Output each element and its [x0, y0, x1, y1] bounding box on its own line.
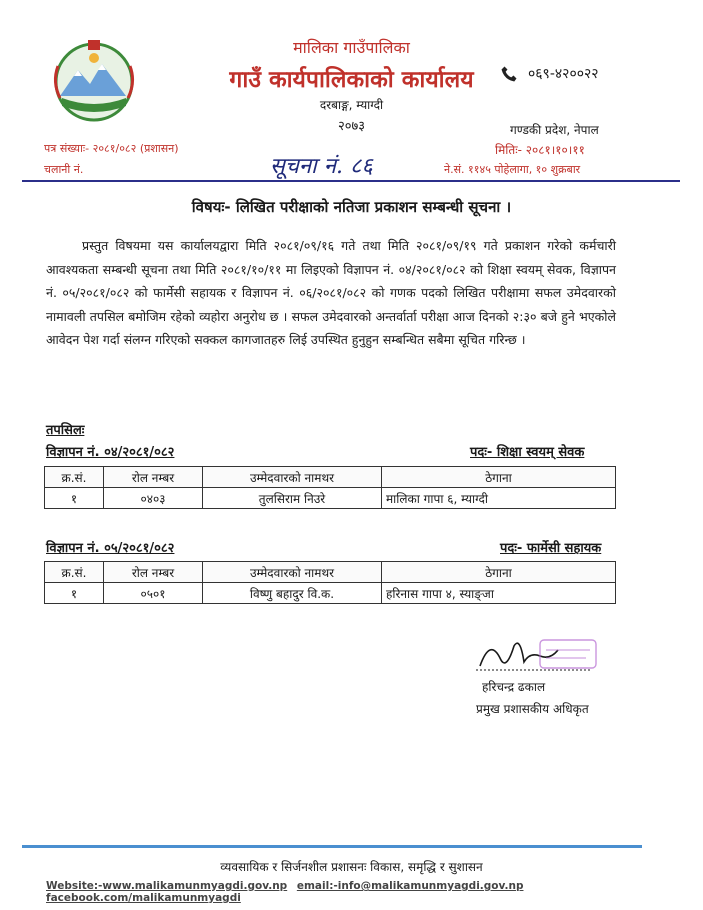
cell-address: हरिनास गापा ४, स्याङ्जा [382, 583, 616, 604]
col-address: ठेगाना [382, 467, 616, 488]
handwritten-reference: सूचना नं. ८६ [270, 154, 373, 179]
phone-number: ०६९-४२००२२ [528, 66, 599, 82]
website-link[interactable]: Website:-www.malikamunmyagdi.gov.np [46, 880, 288, 892]
post-name-1: पदः- शिक्षा स्वयम् सेवक [470, 445, 585, 460]
org-name: मालिका गाउँपालिका [293, 38, 410, 57]
col-sn: क्र.सं. [45, 562, 104, 583]
col-roll: रोल नम्बर [104, 562, 203, 583]
footer-slogan: व्यवसायिक र सिर्जनशील प्रशासनः विकास, समृद्धि र सुशासन [220, 860, 483, 874]
dispatch-number: चलानी नं. [44, 163, 84, 176]
advertisement-number-1: विज्ञापन नं. ०४/२०८१/०८२ [46, 445, 175, 460]
subject-line: विषयः- लिखित परीक्षाको नतिजा प्रकाशन सम्बन्धी सूचना । [191, 198, 512, 216]
tapasil-label: तपसिलः [46, 423, 85, 438]
signature-stamp-icon [470, 632, 600, 676]
letter-date: मितिः- २०८१।१०।११ [495, 143, 585, 157]
table-row [45, 583, 616, 604]
cell-name: तुलसिराम निउरे [203, 488, 382, 509]
cell-name: विष्णु बहादुर वि.क. [203, 583, 382, 604]
established-year: २०७३ [337, 119, 366, 134]
phone-icon [500, 65, 518, 83]
office-name: गाउँ कार्यपालिकाको कार्यालय [229, 67, 474, 93]
footer-links [46, 880, 703, 904]
col-name: उम्मेदवारको नामथर [203, 467, 382, 488]
table-row [45, 488, 616, 509]
footer-divider [22, 845, 642, 848]
col-address: ठेगाना [382, 562, 616, 583]
email-link[interactable]: email:-info@malikamunmyagdi.gov.np [296, 880, 524, 892]
notice-body: प्रस्तुत विषयमा यस कार्यालयद्वारा मिति २०८१/०९/१६ गते तथा मिति २०८१/०९/१९ गते प्रकाशन गरेको कर्मचारी आवश्यकता सम्बन्धी सूचना तथा मिति २०८१/१०/११ मा लिइएको विज्ञापन नं. ०४/२०८१/०८२ को शिक्षा स्वयम् सेवक, विज्ञापन नं. ०५/२०८१/०८२ को फार्मेसी सहायक र विज्ञापन नं. ०६/२०८१/०८२ को गणक पदको लिखित परीक्षामा सफल उमेदवारको नामावली तपसिल बमोजिम रहेको व्यहोरा अनुरोध छ । सफल उमेदवारको अन्तर्वार्ता परीक्षा आज दिनको २:३० बजे हुने भएकोले आवेदन पेश गर्दा संलग्न गरिएको सक्कल कागजातहरु लिई उपस्थित हुनुहुन सम्बन्धित सबैमा सूचित गरिन्छ । [46, 238, 616, 347]
advertisement-number-2: विज्ञापन नं. ०५/२०८१/०८२ [46, 541, 175, 556]
table-header-row [45, 467, 616, 488]
facebook-link[interactable]: facebook.com/malikamunmyagdi [46, 892, 241, 904]
phone-block [500, 64, 599, 83]
table-header-row [45, 562, 616, 583]
nepal-samvat-date: ने.सं. ११४५ पोहेलागा, १० शुक्रबार [444, 163, 581, 176]
signatory-title: प्रमुख प्रशासकीय अधिकृत [476, 702, 589, 716]
cell-address: मालिका गापा ६, म्याग्दी [382, 488, 616, 509]
cell-sn: १ [45, 488, 104, 509]
office-address: दरबाङ्ग, म्याग्दी [319, 98, 384, 112]
col-sn: क्र.सं. [45, 467, 104, 488]
province: गण्डकी प्रदेश, नेपाल [510, 123, 599, 137]
cell-roll: ०५०१ [104, 583, 203, 604]
result-table-1 [44, 466, 616, 509]
header-divider [22, 180, 680, 182]
result-table-2 [44, 561, 616, 604]
letter-number: पत्र संख्याः- २०८१/०८२ (प्रशासन) [44, 142, 179, 155]
col-roll: रोल नम्बर [104, 467, 203, 488]
signatory-name: हरिचन्द्र ढकाल [482, 680, 546, 694]
post-name-2: पदः- फार्मेसी सहायक [500, 541, 602, 556]
col-name: उम्मेदवारको नामथर [203, 562, 382, 583]
cell-roll: ०४०३ [104, 488, 203, 509]
cell-sn: १ [45, 583, 104, 604]
